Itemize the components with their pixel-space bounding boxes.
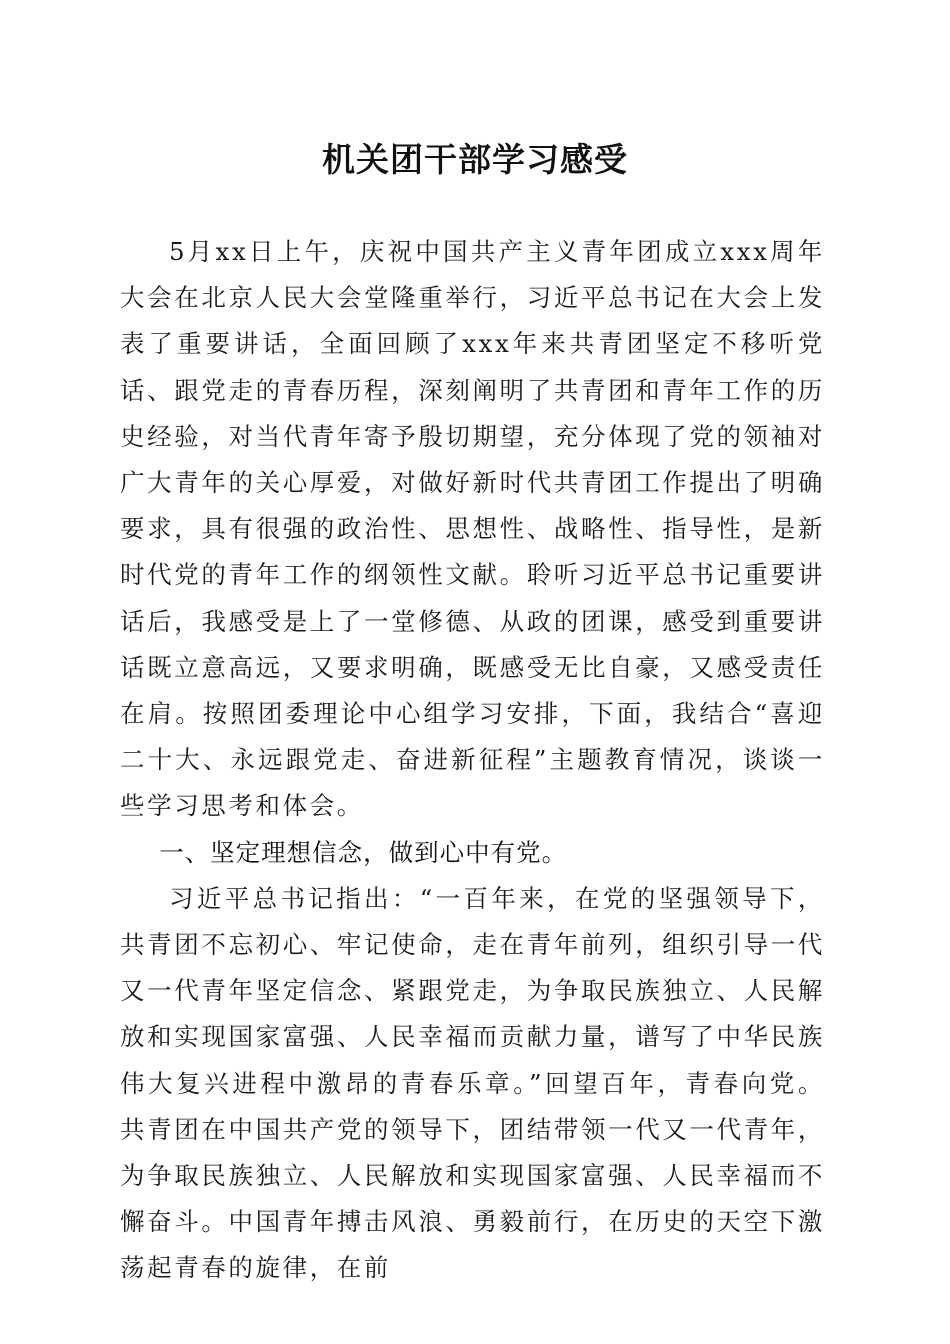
document-body [120,229,825,1292]
body-paragraph: 5月xx日上午，庆祝中国共产主义青年团成立xxx周年大会在北京人民大会堂隆重举行，习近平总书记在大会上发表了重要讲话，全面回顾了xxx年来共青团坚定不移听党话、跟党走的青春历程，深刻阐明了共青团和青年工作的历史经验，对当代青年寄予殷切期望，充分体现了党的领袖对广大青年的关心厚爱，对做好新时代共青团工作提出了明确要求，具有很强的政治性、思想性、战略性、指导性，是新时代党的青年工作的纲领性文献。聆听习近平总书记重要讲话后，我感受是上了一堂修德、从政的团课，感受到重要讲话既立意高远，又要求明确，既感受无比自豪，又感受责任在肩。按照团委理论中心组学习安排，下面，我结合“喜迎二十大、永远跟党走、奋进新征程”主题教育情况，谈谈一些学习思考和体会。 [120,237,825,821]
body-paragraph: 习近平总书记指出：“一百年来，在党的坚强领导下，共青团不忘初心、牢记使命，走在青年前列，组织引导一代又一代青年坚定信念、紧跟党走，为争取民族独立、人民解放和实现国家富强、人民幸福而贡献力量，谱写了中华民族伟大复兴进程中激昂的青春乐章。”回望百年，青春向党。共青团在中国共产党的领导下，团结带领一代又一代青年，为争取民族独立、人民解放和实现国家富强、人民幸福而不懈奋斗。中国青年搏击风浪、勇毅前行，在历史的天空下激荡起青春的旋律，在前 [120,883,825,1283]
section-heading: 一、坚定理想信念，做到心中有党。 [159,837,568,867]
document-title: 机关团干部学习感受 [322,140,628,179]
